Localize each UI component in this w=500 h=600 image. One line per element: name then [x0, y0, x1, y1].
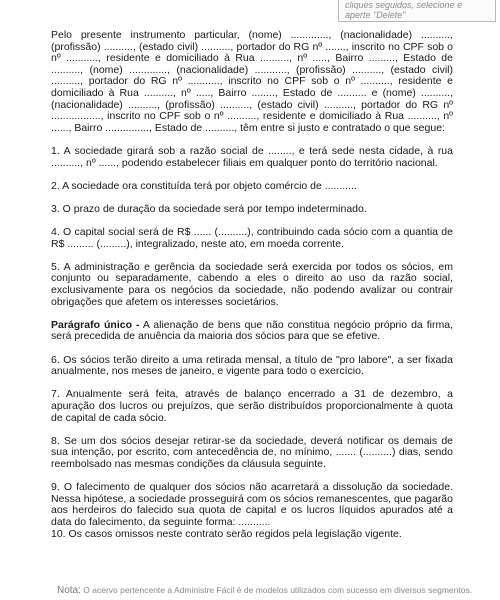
- paragrafo-unico-label: Parágrafo único -: [51, 318, 140, 331]
- paragrafo-unico: [51, 320, 453, 343]
- clause-4: 4. O capital social será de R$ ...... (..........), contribuindo cada sócio com a quantia de R$ ......... (.........), integralizado, neste ato, em moeda corrente.: [51, 226, 453, 250]
- footer-note: [57, 585, 497, 596]
- clause-1: 1. A sociedade girará sob a razão social de ........, e terá sede nesta cidade, à rua .........., nº ......, podendo estabelecer filiais em qualquer ponto do território nacional.: [51, 144, 453, 169]
- clause-5: 5. A administração e gerência da sociedade será exercida por todos os sócios, em conjunto ou separadamente, cabendo a eles o direito ao uso da razão social, exclusivamente para os negócios da sociedade, não podendo avalizar ou contrair obrigações que afetem os interesses societários.: [51, 260, 453, 308]
- instruction-tip-text: cliques seguidos, selecione e aperte "Delete": [345, 0, 463, 20]
- clause-2: 2. A sociedade ora constituída terá por objeto comércio de ...........: [51, 179, 357, 192]
- clause-8: 8. Se um dos sócios desejar retirar-se da sociedade, deverá notificar os demais de sua intenção, por escrito, com antecedência de, no mínimo, ....... (..........) dias, sendo reembolsado nas mesmas condições da cláusula seguinte.: [51, 434, 453, 470]
- clause-9: 9. O falecimento de qualquer dos sócios não acarretará a dissolução da sociedade. Nessa hipótese, a sociedade prosseguirá com os sócios remanescentes, que pagarão aos herdeiros do falecido sua quota de capital e os lucros líquidos apurados até a data do falecimento, da seguinte forma: ...........: [51, 481, 453, 528]
- clause-10: 10. Os casos omissos neste contrato serão regidos pela legislação vigente.: [51, 527, 402, 540]
- instruction-tip-box: [338, 0, 496, 22]
- clause-3: 3. O prazo de duração da sociedade será por tempo indeterminado.: [51, 202, 367, 215]
- contract-preamble: Pelo presente instrumento particular, (nome) ............., (nacionalidade) .........., (profissão) .........., (estado civil) .........., portador do RG nº ......., inscrito no CPF sob o nº ..........., residente e domiciliado à Rua .........., nº ....., Bairro ........., Estado de .........., (nome) ............., (nacionalidade) ..........., (profissão) .........., (estado civil) .........., portador do RG nº ..........., inscrito no CPF sob o nº .........., residente e domiciliado à Rua .........., nº ....., Bairro ........, Estado de .......... e (nome) .........., (nacionalidade) .........., (profissão) .........., (estado civil) .........., portador do RG nº ................., inscrito no CPF sob o nº .........., residente e domiciliado à Rua .........., nº ......, Bairro ..............., Estado de .........., têm entre si justo e contratado o que segue:: [51, 29, 453, 134]
- clause-7: 7. Anualmente será feita, através de balanço encerrado a 31 de dezembro, a apuração dos lucros ou prejuízos, que serão distribuídos proporcionalmente à quota de capital de cada sócio.: [51, 388, 453, 424]
- contract-document: [51, 30, 453, 552]
- footer-note-text: O acervo pertencente a Administre Fácil é de modelos utilizados com sucesso em diversos segmentos.: [80, 585, 473, 595]
- footer-note-label: Nota:: [57, 585, 81, 596]
- paragrafo-unico-text: A alienação de bens que não constitua negócio próprio da firma, será precedida de anuência da maioria dos sócios para que se efetive.: [51, 318, 453, 343]
- clause-6: 6. Os sócios terão direito a uma retirada mensal, a título de "pro labore", a ser fixada anualmente, nos meses de janeiro, e vigente para todo o exercício.: [51, 353, 453, 378]
